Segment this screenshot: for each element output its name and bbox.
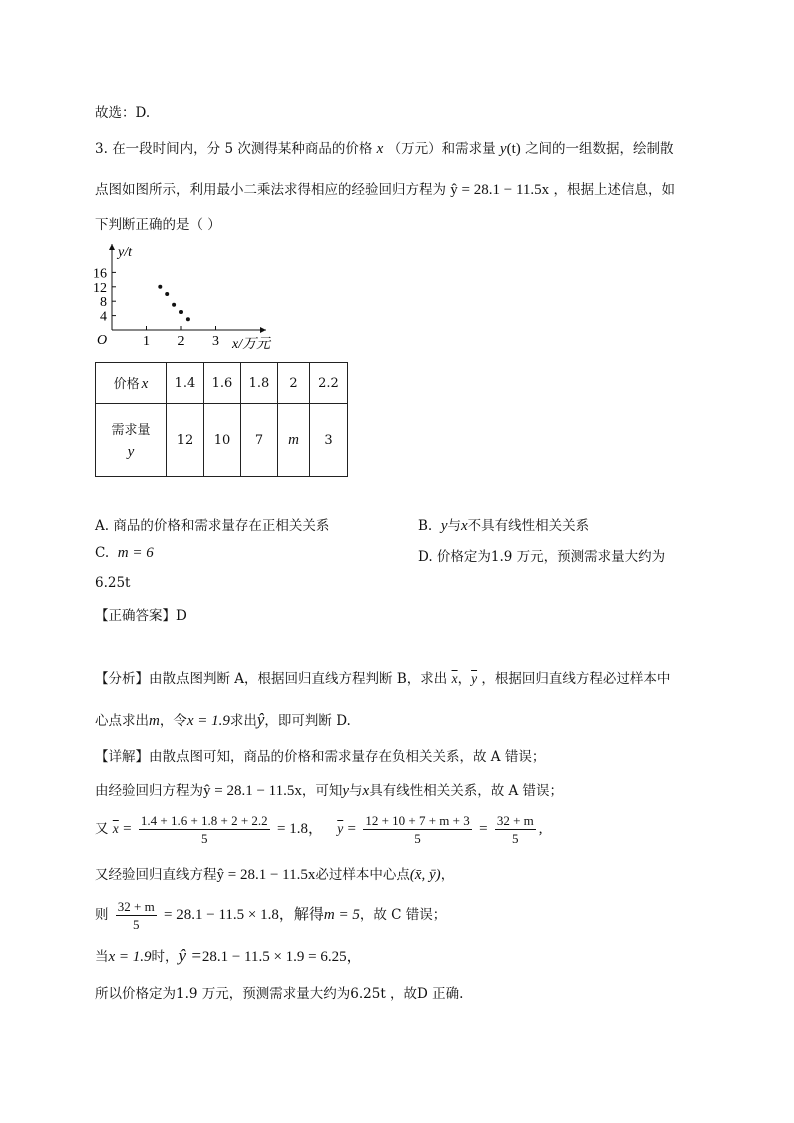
scatter-point (158, 285, 162, 289)
scatter-point (186, 317, 190, 321)
option-c: C. m = 6 (95, 545, 154, 561)
question-line-1: 3. 在一段时间内，分 5 次测得某种商品的价格 x （万元）和需求量 y(t) 之间的一组数据，绘制散 (95, 141, 674, 157)
table-header-demand: 需求量 y (96, 404, 167, 477)
table-cell: 1.4 (167, 363, 204, 404)
x-axis-label: x/万元 (232, 337, 271, 352)
detail-line-6: 当x = 1.9时，ŷ =28.1 − 11.5 × 1.9 = 6.25， (95, 946, 362, 965)
question-line-3: 下判断正确的是（ ） (95, 217, 221, 233)
table-row-demand (96, 404, 348, 477)
detail-line-1: 【详解】由散点图可知，商品的价格和需求量存在负相关关系，故 A 错误； (95, 749, 546, 765)
table-cell: 7 (241, 404, 278, 477)
regression-equation: ŷ = 28.1 − 11.5x (450, 182, 550, 198)
y-tick-label: 4 (100, 309, 107, 325)
analysis-line-2: 心点求出m，令x = 1.9求出ŷ，即可判断 D. (95, 710, 351, 729)
option-b: B. y与x不具有线性相关关系 (418, 518, 590, 534)
table-cell: 12 (167, 404, 204, 477)
x-tick-label: 3 (212, 334, 219, 349)
y-tick-label: 8 (100, 295, 107, 311)
scatter-plot (90, 238, 280, 353)
detail-line-7: 所以价格定为1.9 万元，预测需求量大约为6.25t ，故D 正确. (95, 986, 464, 1002)
table-cell: 1.6 (204, 363, 241, 404)
table-cell: 2.2 (310, 363, 348, 404)
detail-line-2: 由经验回归方程为ŷ = 28.1 − 11.5x，可知y与x具有线性相关关系，故 A 错误； (95, 783, 564, 799)
detail-line-4: 又经验回归直线方程ŷ = 28.1 − 11.5x必过样本中心点(x̄, ȳ)， (95, 867, 455, 883)
question-line-2: 点图如图所示，利用最小二乘法求得相应的经验回归方程为 ŷ = 28.1 − 11.5x ，根据上述信息，如 (95, 182, 675, 198)
scatter-point (179, 310, 183, 314)
table-cell: 2 (278, 363, 310, 404)
scatter-point (165, 292, 169, 296)
table-cell: 3 (310, 404, 348, 477)
detail-line-5: 则 $\frac{32 + m}{5}$ = 28.1 − 11.5 × 1.8，解得m = 5，故 C 错误； (95, 899, 447, 932)
y-tick-label: 12 (93, 280, 107, 296)
y-tick-label: 16 (93, 266, 107, 282)
previous-answer: 故选：D. (95, 105, 151, 121)
table-cell: 1.8 (241, 363, 278, 404)
x-tick-label: 2 (177, 334, 185, 349)
y-axis-label: y/t (118, 245, 132, 260)
analysis-line-1: 【分析】由散点图判断 A，根据回归直线方程判断 B，求出 $\overline{x}$，$\overline{y}$ ，根据回归直线方程必过样本中 (95, 671, 671, 687)
question-number: 3. (95, 141, 108, 157)
scatter-point (172, 303, 176, 307)
x-tick-label: 1 (143, 334, 150, 349)
table-row-price (96, 363, 348, 404)
detail-line-3: 又 $\overline{x}$ = $\frac{1.4 + 1.6 + 1.8 + 2 + 2.2}{5}$ = 1.8， $\overline{y}$ = $\frac{12 + 10 + 7 + m + 3}{5}$ = $\frac{32 + m}{5}$ , (95, 813, 543, 846)
table-cell: 10 (204, 404, 241, 477)
option-a: A. 商品的价格和需求量存在正相关关系 (95, 518, 330, 534)
data-table (95, 362, 348, 477)
table-header-price: 价格 x (96, 363, 167, 404)
origin-label: O (97, 333, 108, 348)
correct-answer: 【正确答案】D (95, 608, 187, 624)
option-d-continued: 6.25t (95, 575, 131, 591)
table-cell: m (278, 404, 310, 477)
option-d: D. 价格定为1.9 万元，预测需求量大约为 (418, 549, 666, 565)
